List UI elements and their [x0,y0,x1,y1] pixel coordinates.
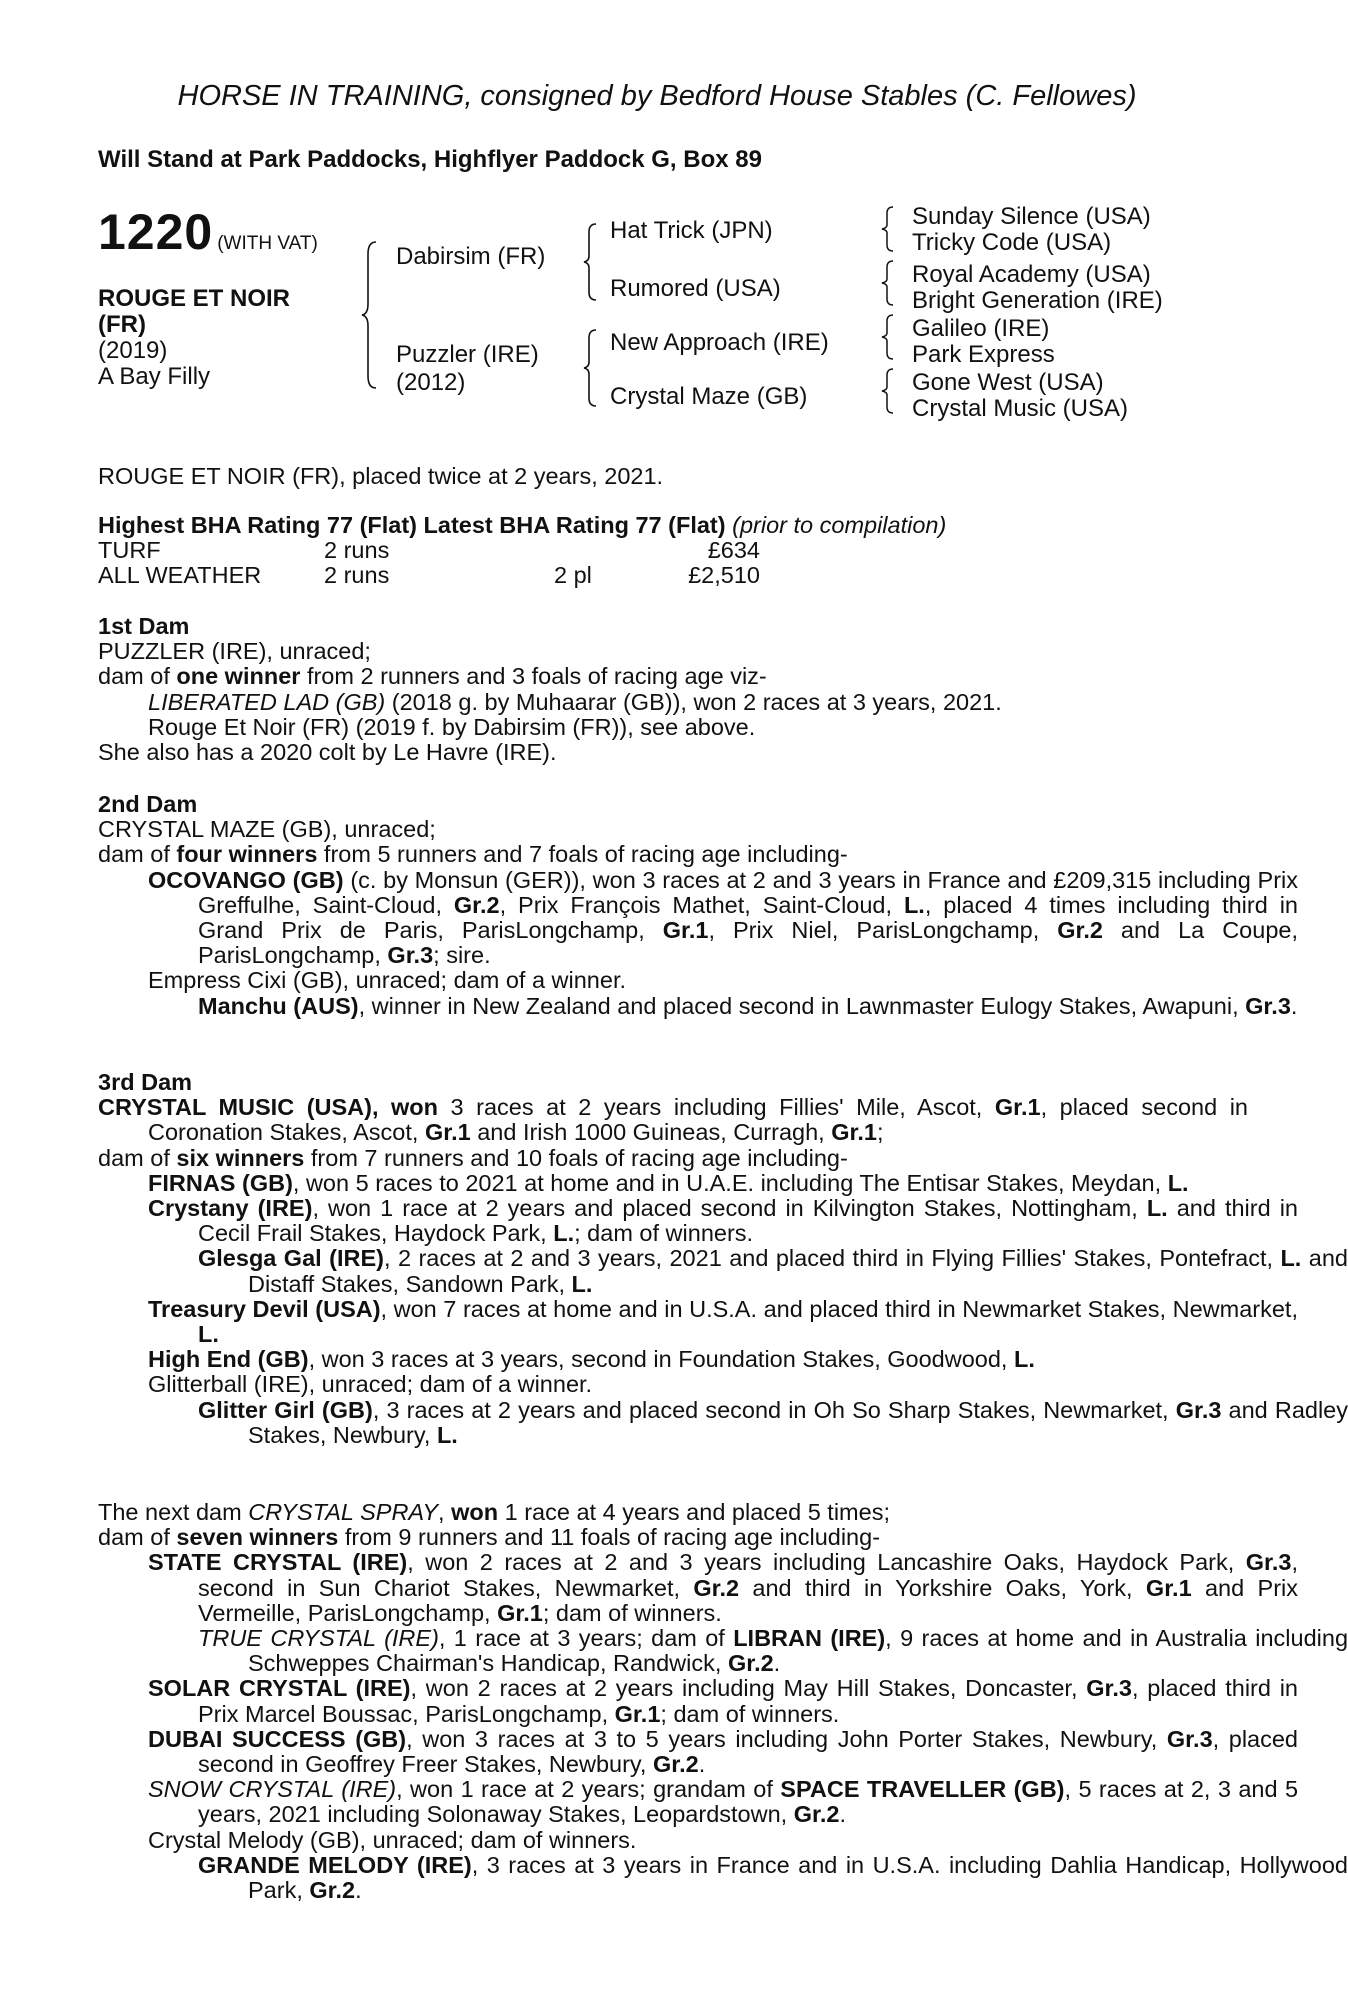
text-run: LIBERATED LAD (GB) [148,688,386,715]
text-run: Glesga Gal (IRE) [198,1245,384,1272]
third-dam-heading: 3rd Dam [98,1069,193,1095]
text-run: , placed second in Coronation Stakes, Ascot, [148,1094,1248,1146]
pedigree-brace-g3 [880,313,896,361]
text-run: , placed second in Geoffrey Freer Stakes, Newbury, [198,1725,1299,1778]
text-run: seven winners [176,1524,339,1551]
grande-melody-entry [98,1853,1348,1903]
summary-line: ROUGE ET NOIR (FR), placed twice at 2 years, 2021. [98,463,664,489]
text-run: SOLAR CRYSTAL (IRE) [148,1675,411,1702]
firnas-entry [98,1171,1298,1196]
text-run: and third in Cecil Frail Stakes, Haydock Park, [198,1195,1298,1247]
text-run: , Prix François Mathet, Saint-Cloud, [499,891,904,918]
text-run: , [438,1499,452,1525]
glitter-girl-entry [98,1398,1348,1448]
pedigree-g7: Gone West (USA) [912,369,1104,396]
pedigree-sire: Dabirsim (FR) [396,243,546,270]
first-dam-produce [98,664,1198,689]
text-run: . [355,1877,362,1904]
text-run: GRANDE MELODY (IRE) [198,1851,472,1878]
first-dam-name: PUZZLER (IRE), unraced; [98,638,371,665]
text-run: L. [553,1220,575,1247]
text-run: Gr.2 [1057,917,1103,944]
text-run: one winner [176,663,301,690]
turf-money: £634 [707,537,760,564]
text-run: Glitter Girl (GB) [198,1396,373,1423]
horse-description: A Bay Filly [98,363,211,390]
pedigree-brace-sire [582,222,600,302]
text-run: four winners [176,841,318,868]
race-summary [98,464,1198,489]
next-dam-line [98,1500,1198,1525]
text-run: Gr.2 [793,1801,840,1828]
text-run: L. [1013,1346,1035,1373]
lot-number-value: 1220 [98,204,214,260]
true-crystal-entry [98,1626,1348,1676]
text-run: ; sire. [433,942,491,969]
text-run: ; [876,1119,884,1146]
next-dam-produce [98,1525,1198,1550]
text-run: TRUE CRYSTAL (IRE) [198,1625,439,1652]
text-run: Manchu (AUS) [198,992,359,1019]
horse-year: (2019) [98,337,168,364]
pedigree-dam: Puzzler (IRE) [396,341,539,368]
pedigree-g3: Royal Academy (USA) [912,261,1151,288]
ocovango-entry [98,868,1298,969]
text-run: dam of [98,1524,177,1551]
text-run: . [1290,992,1298,1019]
text-run: . [698,1751,706,1778]
text-run: Gr.3 [387,942,434,969]
text-run: , 3 races at 2 years and placed second in Oh So Sharp Stakes, Newmarket, [372,1396,1176,1423]
text-run: , placed 4 times including third in Grand Prix de Paris, ParisLongchamp, [198,891,1298,944]
first-dam-foal-1 [98,690,1198,715]
text-run: and third in Yorkshire Oaks, York, [739,1574,1146,1601]
text-run: L. [1146,1195,1168,1222]
turf-placed [554,538,664,563]
turf-runs: 2 runs [324,537,390,564]
pedigree-dam-year: (2012) [396,369,466,396]
manchu-entry [98,994,1348,1019]
text-run: OCOVANGO (GB) [148,866,344,893]
text-run: Gr.2 [453,891,500,918]
pedigree-brace-g2 [880,259,896,307]
pedigree-dam-sire: New Approach (IRE) [610,329,829,356]
horse-name: ROUGE ET NOIR [98,285,291,312]
glesga-gal-entry [98,1246,1348,1296]
turf-label: TURF [98,537,161,564]
text-run: , won 5 races to 2021 at home and in U.A.E. including The Entisar Stakes, Meydan, [292,1169,1168,1196]
text-run: from 9 runners and 11 foals of racing age including- [338,1524,881,1551]
text-run: L. [903,891,925,918]
text-run: Gr.1 [662,917,709,944]
text-run: Gr.1 [1145,1574,1192,1601]
pedigree-brace-dam [582,328,600,408]
text-run: , second in Sun Chariot Stakes, Newmarket, [198,1549,1298,1601]
snow-crystal-entry [98,1777,1298,1827]
rating-block [98,513,1198,589]
text-run: Gr.1 [614,1700,661,1727]
horse-info [98,286,290,390]
text-run: Treasury Devil (USA) [148,1295,381,1322]
text-run: Gr.2 [693,1574,740,1601]
text-run: L. [1167,1169,1189,1196]
text-run: L. [571,1270,593,1297]
first-dam-foal-2: Rouge Et Noir (FR) (2019 f. by Dabirsim (FR)), see above. [148,713,756,740]
second-dam-name: CRYSTAL MAZE (GB), unraced; [98,816,436,843]
pedigree-sire-sire: Hat Trick (JPN) [610,217,773,244]
third-dam-section [98,1069,1348,1448]
text-run: and Radley Stakes, Newbury, [248,1396,1348,1448]
text-run: LIBRAN (IRE) [733,1625,886,1652]
text-run: dam of [98,1144,177,1171]
text-run: , won 7 races at home and in U.S.A. and placed third in Newmarket Stakes, Newmarket, [380,1295,1298,1322]
text-run: High End (GB) [148,1346,309,1373]
crystal-melody-entry: Crystal Melody (GB), unraced; dam of winners. [148,1826,637,1853]
text-run: L. [198,1321,219,1348]
pedigree-g2: Tricky Code (USA) [912,229,1112,256]
text-run: Gr.1 [994,1094,1041,1121]
empress-cixi-entry: Empress Cixi (GB), unraced; dam of a winner. [148,967,627,994]
text-run: Gr.3 [1245,992,1291,1019]
first-dam-note: She also has a 2020 colt by Le Havre (IRE). [98,739,557,766]
page-title: HORSE IN TRAINING, consigned by Bedford House Stables (C. Fellowes) [177,80,1137,112]
text-run [98,513,1198,538]
text-run: and Prix Vermeille, ParisLongchamp, [198,1574,1298,1626]
pedigree-sire-dam: Rumored (USA) [610,275,781,302]
text-run: STATE CRYSTAL (IRE) [148,1549,408,1576]
treasury-devil-entry [98,1297,1298,1347]
second-dam-section [98,791,1298,1019]
text-run: L. [1280,1245,1302,1272]
text-run: dam of [98,841,177,868]
text-run: (c. by Monsun (GER)), won 3 races at 2 and 3 years in France and £209,315 including Prix Greffulhe, Saint-Cloud, [198,866,1298,918]
text-run: (2018 g. by Muhaarar (GB)), won 2 races at 3 years, 2021. [385,688,1002,715]
text-run: Gr.1 [497,1599,543,1626]
text-run: , won 3 races at 3 years, second in Foundation Stakes, Goodwood, [308,1346,1014,1373]
text-run: 1 race at 4 years and placed 5 times; [498,1499,890,1525]
text-run: won [451,1499,499,1525]
text-run: FIRNAS (GB) [148,1169,293,1196]
pedigree-g4: Bright Generation (IRE) [912,287,1163,314]
text-run: , 9 races at home and in Australia including Schweppes Chairman's Handicap, Randwick, [248,1625,1348,1677]
text-run: ; dam of winners. [542,1599,722,1626]
text-run: 3 races at 2 years including Fillies' Mile, Ascot, [438,1094,995,1121]
pedigree-g8: Crystal Music (USA) [912,395,1129,422]
text-run: , won 1 race at 2 years; grandam of [396,1776,781,1803]
text-run: . [839,1801,846,1828]
text-run: Gr.1 [831,1119,877,1146]
text-run: , 3 races at 3 years in France and in U.S.A. including Dahlia Handicap, Hollywood Park, [248,1851,1348,1904]
text-run: ; dam of winners. [660,1700,840,1727]
text-run: dam of [98,663,177,690]
text-run: CRYSTAL SPRAY [248,1499,439,1525]
text-run: Gr.3 [1175,1396,1222,1423]
text-run: , Prix Niel, ParisLongchamp, [708,917,1058,944]
text-run: CRYSTAL MUSIC (USA), won [98,1094,439,1121]
aw-money: £2,510 [688,562,760,589]
solar-crystal-entry [98,1676,1298,1726]
text-run: DUBAI SUCCESS (GB) [148,1725,407,1752]
aw-row [98,563,1198,588]
lot-number [98,203,318,261]
high-end-entry [98,1347,1198,1372]
text-run: , 2 races at 2 and 3 years, 2021 and placed third in Flying Fillies' Stakes, Pontefract, [383,1245,1281,1272]
text-run: SPACE TRAVELLER (GB) [780,1776,1065,1803]
second-dam-produce [98,842,1198,867]
text-run: Gr.2 [309,1877,356,1904]
text-run: . [773,1650,781,1677]
first-dam-heading: 1st Dam [98,613,190,639]
text-run: , winner in New Zealand and placed second in Lawnmaster Eulogy Stakes, Awapuni, [358,992,1246,1019]
text-run: Gr.3 [1166,1725,1213,1752]
text-run: Gr.2 [652,1751,699,1778]
text-run: Gr.3 [1245,1549,1292,1576]
text-run: Gr.1 [424,1119,471,1146]
text-run: Gr.3 [1086,1675,1132,1702]
glitterball-entry: Glitterball (IRE), unraced; dam of a winner. [148,1371,593,1398]
text-run: from 5 runners and 7 foals of racing age including- [317,841,848,868]
text-run: , won 2 races at 2 years including May Hill Stakes, Doncaster, [410,1675,1087,1702]
rating-heading: Highest BHA Rating 77 (Flat) Latest BHA Rating 77 (Flat) [98,512,726,538]
next-dam-section [98,1499,1348,1904]
text-run: and La Coupe, ParisLongchamp, [198,917,1298,969]
horse-country: (FR) [98,311,146,338]
stand-location: Will Stand at Park Paddocks, Highflyer Paddock G, Box 89 [98,146,762,173]
pedigree-g6: Park Express [912,341,1055,368]
turf-row [98,538,1198,563]
pedigree-g5: Galileo (IRE) [912,315,1050,342]
aw-runs: 2 runs [324,562,390,589]
text-run: L. [436,1421,458,1448]
text-run: and Distaff Stakes, Sandown Park, [248,1245,1348,1297]
second-dam-heading: 2nd Dam [98,791,198,817]
pedigree-g1: Sunday Silence (USA) [912,203,1151,230]
aw-placed: 2 pl [554,562,592,589]
text-run: from 2 runners and 3 foals of racing age viz- [300,663,767,690]
pedigree-brace-g4 [880,367,896,415]
text-run: Gr.2 [727,1650,774,1677]
text-run: Crystany (IRE) [148,1195,313,1222]
text-run: ; dam of winners. [574,1220,754,1247]
dubai-success-entry [98,1727,1298,1777]
crystal-music-entry [98,1095,1248,1145]
text-run: , 1 race at 3 years; dam of [438,1625,734,1652]
text-run: , won 2 races at 2 and 3 years including Lancashire Oaks, Haydock Park, [407,1549,1246,1576]
text-run: The next dam [98,1499,249,1525]
text-run: six winners [176,1144,305,1171]
text-run: , placed third in Prix Marcel Boussac, ParisLongchamp, [198,1675,1298,1727]
text-run: , won 1 race at 2 years and placed second in Kilvington Stakes, Nottingham, [312,1195,1147,1222]
vat-label: (WITH VAT) [217,233,318,254]
rating-note: (prior to compilation) [732,512,947,538]
pedigree-brace-main [360,240,380,390]
pedigree-brace-g1 [880,205,896,253]
pedigree-dam-dam: Crystal Maze (GB) [610,383,808,410]
first-dam-section [98,614,1198,765]
text-run: , 5 races at 2, 3 and 5 years, 2021 including Solonaway Stakes, Leopardstown, [198,1776,1299,1828]
third-dam-produce [98,1146,1198,1171]
text-run: and Irish 1000 Guineas, Curragh, [470,1119,832,1146]
text-run: SNOW CRYSTAL (IRE) [148,1776,397,1803]
text-run: from 7 runners and 10 foals of racing age including- [304,1144,848,1171]
crystany-entry [98,1196,1298,1246]
text-run: , won 3 races at 3 to 5 years including John Porter Stakes, Newbury, [406,1725,1167,1752]
aw-label: ALL WEATHER [98,562,262,589]
state-crystal-entry [98,1550,1298,1626]
